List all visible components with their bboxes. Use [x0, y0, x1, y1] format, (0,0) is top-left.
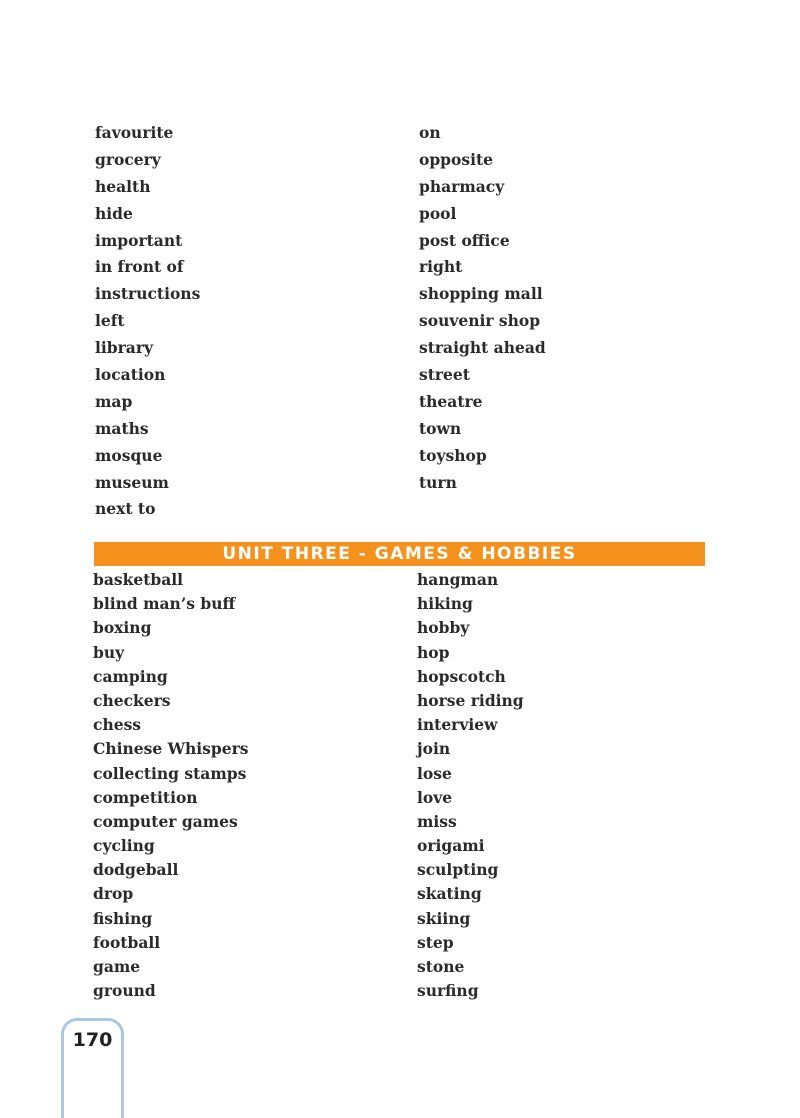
vocab-word: hobby — [417, 618, 470, 638]
vocab-word: chess — [93, 715, 142, 735]
vocab-word: checkers — [93, 690, 171, 710]
vocab-word: skiing — [417, 908, 471, 928]
vocab-word: on — [419, 123, 441, 142]
vocab-word: drop — [93, 884, 134, 904]
vocab-word: sculpting — [417, 860, 499, 880]
vocab-word: fishing — [93, 908, 153, 928]
vocab-word: turn — [419, 472, 457, 492]
vocab-word: origami — [417, 836, 485, 856]
vocab-word: left — [95, 311, 125, 331]
vocab-word: miss — [417, 811, 457, 831]
vocab-word: next to — [95, 499, 156, 519]
vocab-word: toyshop — [419, 445, 487, 465]
page-number-tab — [61, 1018, 124, 1118]
vocab-word: mosque — [95, 445, 163, 465]
word-list-right-section2 — [417, 568, 524, 1003]
vocab-word: dodgeball — [93, 860, 179, 880]
vocab-word: in front of — [95, 257, 184, 277]
vocab-word: Chinese Whispers — [93, 739, 249, 759]
vocab-word: location — [95, 365, 166, 385]
vocab-word: favourite — [95, 123, 174, 142]
vocab-word: interview — [417, 715, 498, 735]
vocab-word: straight ahead — [419, 338, 546, 358]
vocab-word: join — [417, 739, 451, 759]
vocab-word: hangman — [417, 570, 499, 589]
vocab-word: post office — [419, 230, 510, 250]
vocab-word: hopscotch — [417, 666, 506, 686]
vocab-word: museum — [95, 472, 169, 492]
vocab-word: blind man’s buff — [93, 594, 236, 614]
vocab-word: street — [419, 365, 470, 385]
vocab-word: ground — [93, 981, 156, 1001]
vocab-word: horse riding — [417, 690, 524, 710]
vocab-word: collecting stamps — [93, 763, 247, 783]
word-list-right-section1 — [419, 120, 546, 496]
vocab-word: hop — [417, 642, 450, 662]
vocab-word: town — [419, 418, 462, 438]
vocab-word: map — [95, 391, 133, 411]
vocab-word: game — [93, 957, 141, 976]
unit-title: UNIT THREE - GAMES & HOBBIES — [222, 544, 577, 564]
vocab-word: opposite — [419, 149, 493, 169]
vocab-word: love — [417, 787, 453, 807]
vocab-word: lose — [417, 763, 452, 783]
vocab-word: maths — [95, 418, 149, 438]
vocab-word: right — [419, 257, 463, 277]
vocab-word: camping — [93, 666, 168, 686]
vocab-word: souvenir shop — [419, 311, 541, 331]
vocab-word: basketball — [93, 570, 184, 589]
vocab-word: hiking — [417, 594, 473, 614]
vocab-word: football — [93, 932, 161, 952]
vocab-word: stone — [417, 957, 465, 976]
vocab-word: step — [417, 932, 454, 952]
vocab-word: important — [95, 230, 183, 250]
vocab-word: surfing — [417, 981, 479, 1001]
vocab-word: computer games — [93, 811, 238, 831]
vocab-word: competition — [93, 787, 198, 807]
vocab-word: cycling — [93, 836, 155, 856]
vocab-word: pool — [419, 203, 457, 223]
word-list-left-section2 — [93, 568, 249, 1003]
vocab-word: health — [95, 176, 151, 196]
vocab-word: skating — [417, 884, 482, 904]
vocab-word: shopping mall — [419, 284, 543, 304]
vocab-word: instructions — [95, 284, 201, 304]
unit-banner — [94, 542, 705, 566]
vocab-word: buy — [93, 642, 125, 662]
word-list-left-section1 — [95, 120, 200, 523]
vocab-word: grocery — [95, 149, 161, 169]
vocab-word: pharmacy — [419, 176, 505, 196]
vocab-word: library — [95, 338, 153, 358]
page-number: 170 — [72, 1029, 113, 1051]
vocab-word: theatre — [419, 391, 483, 411]
vocab-word: hide — [95, 203, 133, 223]
vocab-word: boxing — [93, 618, 152, 638]
